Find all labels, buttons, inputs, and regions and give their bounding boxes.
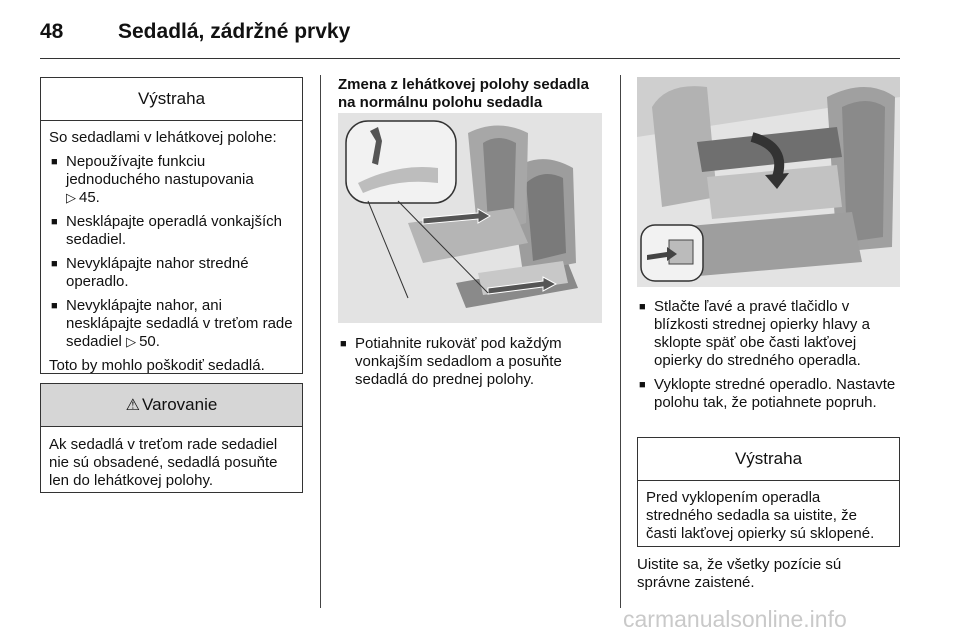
page-number: 48 [40,20,64,43]
warning-box-title: Výstraha [638,438,899,481]
seat-slide-illustration [338,113,602,323]
warning-item: ■ Nevyklápajte nahor stredné operadlo. [49,255,294,291]
warning-box-right [637,437,900,547]
warning-box-title: Výstraha [41,78,302,121]
warning-outro: Toto by mohlo poškodiť sedadlá. [49,357,265,374]
page-reference-link[interactable]: 50. [139,333,160,350]
list-item: ■ Vyklopte stredné operadlo. Nastavte polohu tak, že potiahnete popruh. [637,376,901,412]
caution-body: Ak sedadlá v treťom rade sedadiel nie sú obsadené, sedadlá posuňte len do lehátkovej polohy. [49,436,278,489]
column-divider-2 [620,75,621,608]
armrest-fold-illustration [637,77,900,287]
middle-list [338,335,608,395]
warning-body: Pred vyklopením operadla stredného sedadla sa uistite, že časti lakťovej opierky sú sklopené. [646,489,875,542]
warning-intro: So sedadlami v lehátkovej polohe: [49,129,277,146]
page-reference-link[interactable]: 45. [79,189,100,206]
header-rule [40,58,900,59]
closing-text: Uistite sa, že všetky pozície sú správne zaistené. [637,556,842,591]
warning-box [40,77,303,374]
warning-item: ■ Nepoužívajte funkciu jednoduchého nastupovania ▷ 45. [49,153,294,207]
page-title: Sedadlá, zádržné prvky [118,20,351,43]
watermark: carmanualsonline.info [623,606,847,632]
reference-triangle-icon: ▷ [126,334,137,349]
warning-item: ■ Nesklápajte operadlá vonkajších sedadiel. [49,213,294,249]
list-item: ■ Potiahnite rukoväť pod každým vonkajším sedadlom a posuňte sedadlá do prednej polohy. [338,335,608,389]
caution-box [40,383,303,493]
list-item: ■ Stlačte ľavé a pravé tlačidlo v blízkosti strednej opierky hlavy a sklopte späť obe časti lakťovej opierky do stredného operadla. [637,298,901,370]
column-divider-1 [320,75,321,608]
reference-triangle-icon: ▷ [66,190,76,205]
section-heading: Zmena z lehátkovej polohy sedadla na normálnu polohu sedadla [338,76,589,111]
warning-item: ■ Nevyklápajte nahor, ani nesklápajte sedadlá v treťom rade sedadiel ▷ 50. [49,297,294,351]
right-list [637,298,901,418]
caution-box-title: ⚠ Varovanie [41,384,302,427]
page-header [40,14,900,52]
warning-triangle-icon: ⚠ [125,397,141,414]
